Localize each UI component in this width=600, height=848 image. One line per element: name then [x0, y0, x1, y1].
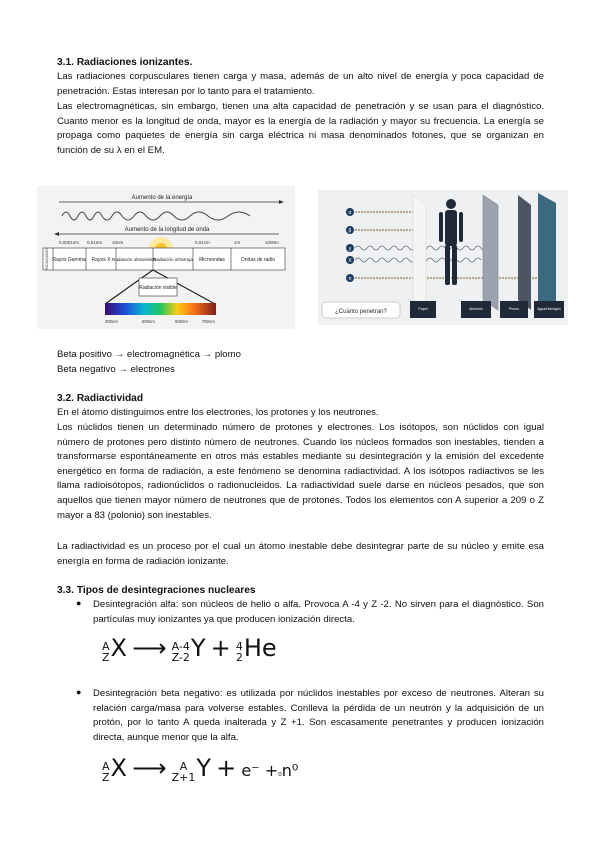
- visible-tick: 500nm: [142, 319, 155, 324]
- paragraph: En el átomo distinguimos entre los electrones, los protones y los neutrones.: [57, 407, 379, 418]
- list-item: [0, 598, 600, 628]
- band-label: Radiación ultravioleta: [112, 257, 156, 262]
- particle-x: X: [348, 258, 352, 264]
- visible-label: Radiación visible: [139, 285, 177, 291]
- beta-text: Desintegración beta negativo: es utilizada por núclidos inestables por exceso de neutrones. Alteran su relación carga/masa para volverse estables. Conlleva la pérdida de un neutrón y la adquisición de un protón, por lo tanto A queda inalterada y Z +1. Son escasamente penetrantes y producen ionización directa, aunque menor que la alfa.: [93, 688, 544, 743]
- electron: e⁻: [241, 761, 260, 780]
- tick-label: 0,01nm: [87, 240, 103, 245]
- paragraph: Las electromagnéticas, sin embargo, tienen una alta capacidad de penetración y se usan para el diagnóstico. Cuanto menor es la longitud de onda, mayor es la energía de la radiación y mayor su frecuencia. La energía se propaga como paquetes de energía sin carga eléctrica ni masa denominados fotones, que se organizan en función de su λ en el EM.: [57, 101, 544, 156]
- paragraph: Las radiaciones corpusculares tienen carga y masa, además de un alto nivel de energía y poca capacidad de penetración. Estas interesan por lo tanto para el tratamiento.: [57, 71, 544, 97]
- he-indices: [236, 641, 243, 663]
- y-indices: [172, 761, 196, 783]
- plus: +: [216, 754, 237, 782]
- barrier-label: Agua/Hormigón: [537, 307, 561, 311]
- penetration-figure: [318, 190, 568, 325]
- bullet-icon: ●: [76, 598, 82, 608]
- arrow: ⟶: [132, 754, 167, 782]
- band-label: Microondas: [199, 257, 225, 263]
- spectrum-mid-label: Aumento de la longitud de onda: [124, 227, 210, 233]
- tick-label: 0,01cm: [195, 240, 210, 245]
- mass-number: 4: [235, 639, 243, 653]
- bullet-icon: ●: [76, 687, 82, 697]
- visible-tick: 300nm: [105, 319, 118, 324]
- element-y: Y: [196, 754, 212, 782]
- spectrum-top-label: Aumento de la energía: [131, 195, 193, 201]
- barrier-label: Papel: [418, 307, 428, 311]
- plus: +: [210, 634, 231, 662]
- visible-tick: 750nm: [202, 319, 215, 324]
- band-label: Rayos X: [91, 257, 111, 263]
- tick-label: 10nm: [112, 240, 124, 245]
- band-label: Radiación infrarroja: [153, 257, 193, 262]
- alpha-text: Desintegración alfa: son núcleos de helio o alfa. Provoca A -4 y Z -2. No sirven para el diagnóstico. Son partículas muy ionizantes ya que producen ionización directa.: [93, 599, 544, 625]
- tick-label: 0,0001nm: [59, 240, 80, 245]
- particle-beta: β: [348, 228, 352, 234]
- mass-number: A-4: [171, 639, 190, 653]
- x-indices: [102, 761, 110, 783]
- section-heading-3-1: 3.1. Radiaciones ionizantes.: [57, 57, 193, 68]
- penetration-question: ¿Cuánto penetran?: [335, 309, 387, 315]
- element-y: Y: [190, 634, 206, 662]
- mass-number: A: [179, 759, 188, 773]
- x-indices: [102, 641, 110, 663]
- list-item: [0, 687, 600, 747]
- section-heading-3-2: 3.2. Radiactividad: [57, 393, 144, 404]
- atomic-number: Z+1: [171, 770, 196, 784]
- element-x: X: [110, 634, 127, 662]
- plus: +: [264, 761, 279, 780]
- paragraph: Los núclidos tienen un determinado número de protones y electrones. Los isótopos, son núclidos con igual número de protones pero distinto número de neutrones. Cuando los núcleos formados son inestables, tienden a transformarse espontáneamente en otros más estables mediante su desintegración y la emisión del excedente energético en forma de radiación, a este fenómeno se denomina radiactividad. A los isótopos radiactivos se les llama radioisótopos, radionúclidos o radionucleidos. La radiactividad suele darse en núcleos pesados, que son aquellos que tienen mayor número de neutrones que de protones. Todos los elementos con A superior a 209 o Z mayor a 83 (polonio) son inestables.: [57, 422, 544, 521]
- visible-tick: 600nm: [175, 319, 188, 324]
- barrier-label: Aluminio: [469, 307, 483, 311]
- band-label: Rayos Gamma: [52, 257, 86, 263]
- note-line: Beta positivo → electromagnética → plomo: [57, 349, 241, 360]
- tick-label: 1m: [234, 240, 241, 245]
- atomic-number: Z-2: [171, 650, 190, 664]
- section-heading-3-3: 3.3. Tipos de desintegraciones nucleares: [57, 585, 256, 596]
- barrier-label: Plomo: [508, 307, 520, 311]
- particle-neutron: n: [348, 276, 352, 282]
- spectrum-figure: [37, 186, 295, 329]
- y-indices: [172, 641, 190, 663]
- beta-formula: [102, 750, 298, 786]
- particle-alpha: α: [348, 210, 352, 216]
- particle-gamma: γ: [348, 246, 352, 252]
- neutrino-index: ₀: [278, 769, 282, 779]
- band-label: Ondas de radio: [240, 257, 276, 263]
- note-line: Beta negativo → electrones: [57, 364, 175, 375]
- tick-label: 1000m: [265, 240, 279, 245]
- neutrino: n⁰: [281, 761, 299, 780]
- arrow: ⟶: [132, 634, 167, 662]
- side-label: RADIACIONES: [45, 248, 49, 270]
- alpha-formula: [102, 630, 277, 666]
- atomic-number: 2: [235, 650, 243, 664]
- mass-number: A: [102, 639, 110, 653]
- atomic-number: Z: [102, 650, 110, 664]
- mass-number: A: [102, 759, 110, 773]
- element-x: X: [110, 754, 127, 782]
- paragraph: La radiactividad es un proceso por el cual un átomo inestable debe desintegrar parte de su núcleo y emite esa energía en forma de radiación ionizante.: [57, 541, 544, 567]
- element-he: He: [243, 634, 277, 662]
- atomic-number: Z: [102, 770, 110, 784]
